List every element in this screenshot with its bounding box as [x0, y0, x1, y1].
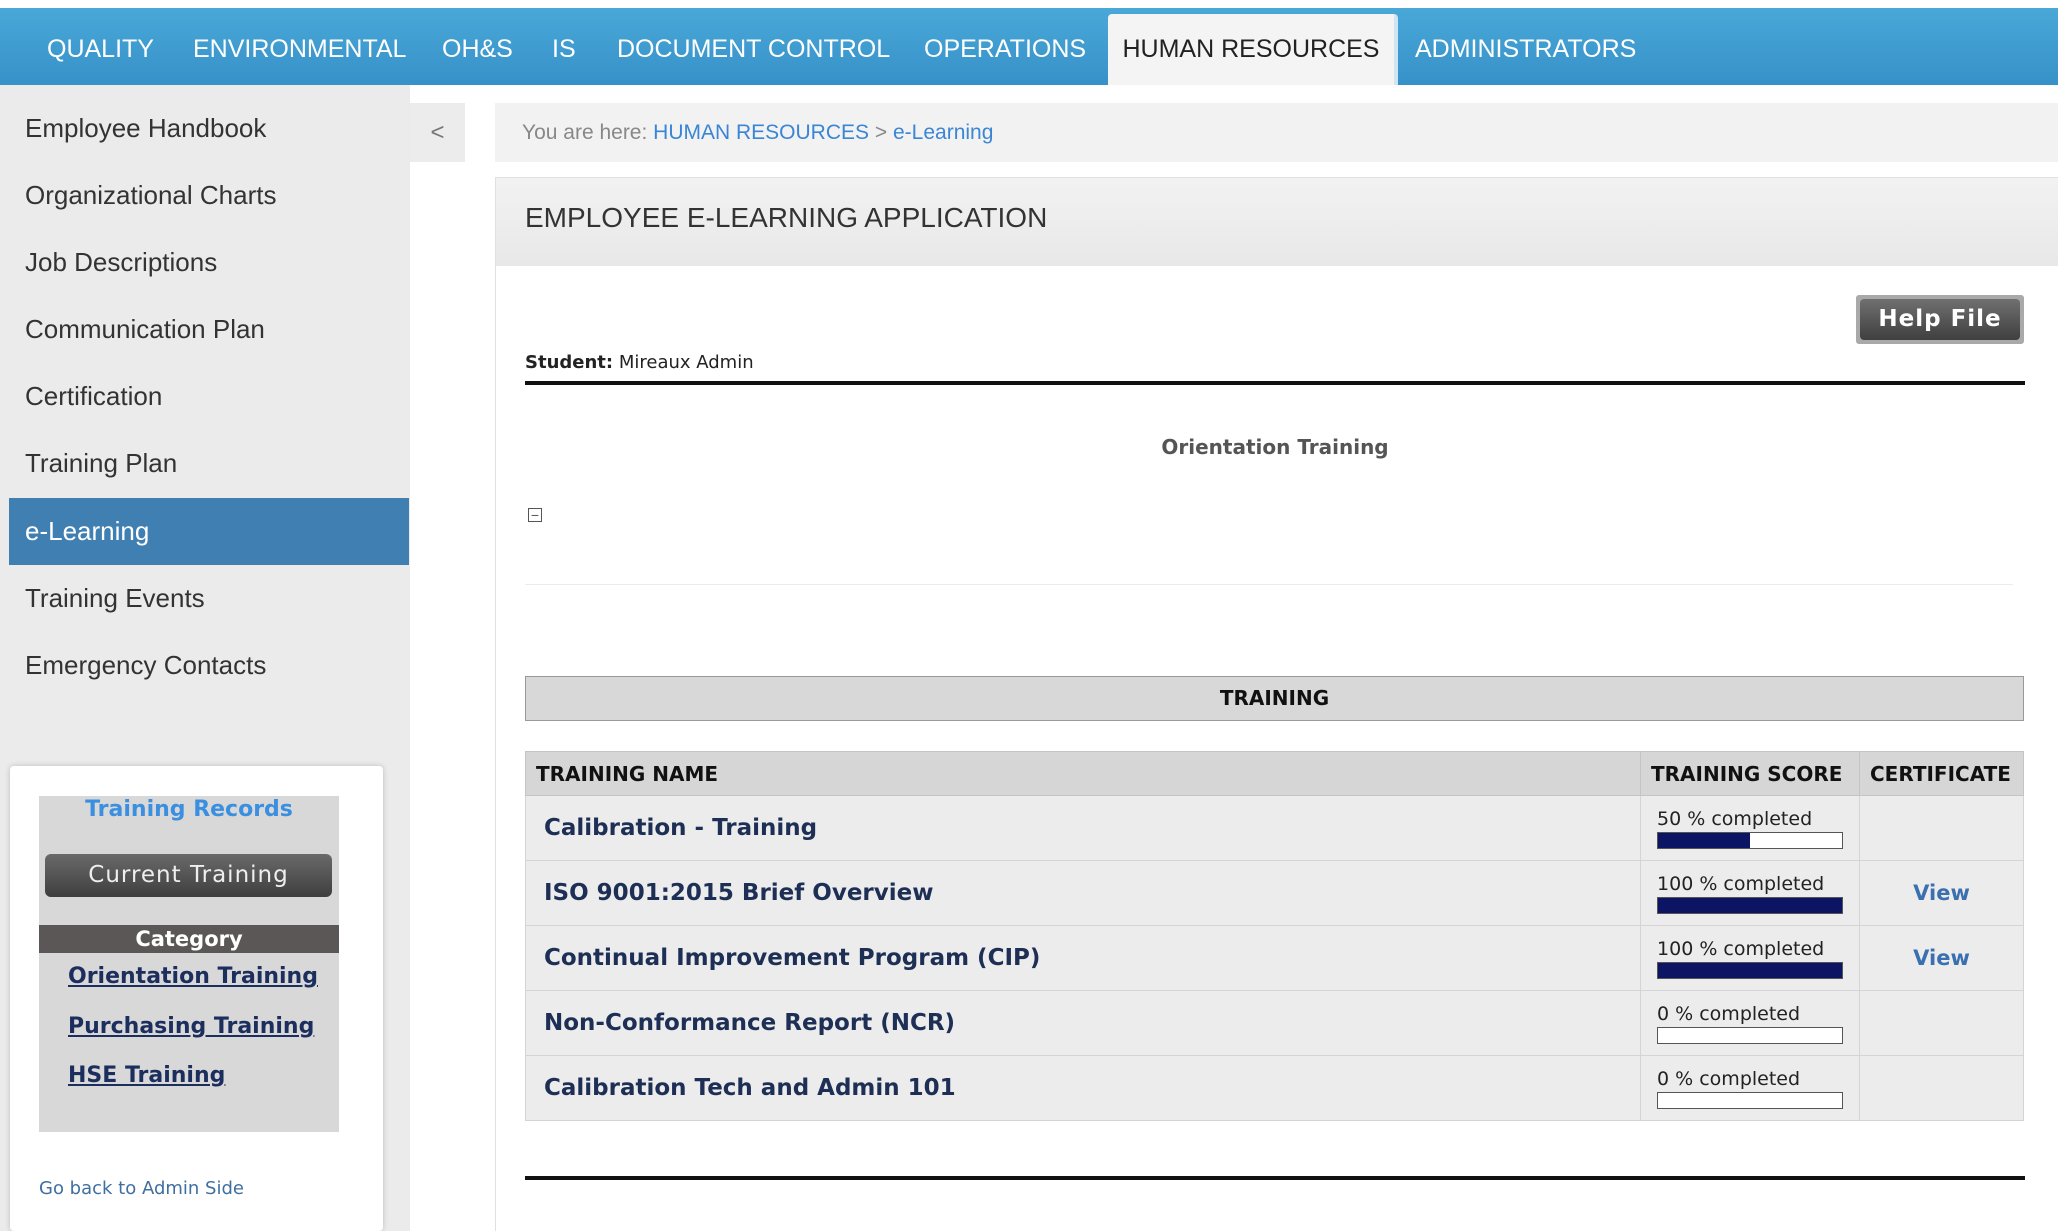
nav-tab-ohs[interactable]: OH&S — [442, 35, 513, 63]
progress-fill — [1658, 833, 1750, 848]
page-title: EMPLOYEE E-LEARNING APPLICATION — [525, 202, 1048, 233]
nav-tab-is[interactable]: IS — [552, 35, 576, 63]
sidebar-item-communication-plan[interactable]: Communication Plan — [25, 314, 265, 344]
training-name[interactable]: ISO 9001:2015 Brief Overview — [526, 861, 1641, 926]
training-score — [1641, 991, 1860, 1056]
breadcrumb-prefix: You are here: — [522, 121, 648, 144]
sidebar-item-e-learning[interactable]: e-Learning — [9, 498, 409, 565]
training-table — [525, 751, 2024, 1121]
admin-side-link[interactable]: Go back to Admin Side — [39, 1178, 244, 1199]
view-certificate-link[interactable]: View — [1913, 881, 1970, 905]
training-score — [1641, 796, 1860, 861]
nav-tab-operations[interactable]: OPERATIONS — [924, 35, 1087, 63]
breadcrumb-page-link[interactable]: e-Learning — [892, 121, 994, 144]
nav-tab-document-control[interactable]: DOCUMENT CONTROL — [617, 35, 891, 63]
student-name: Mireaux Admin — [618, 352, 754, 373]
progress-fill — [1658, 963, 1842, 978]
training-score — [1641, 926, 1860, 991]
divider-bottom — [525, 1176, 2025, 1180]
table-row — [526, 991, 2024, 1056]
nav-tab-human-resources[interactable]: HUMAN RESOURCES — [1108, 14, 1398, 85]
training-name[interactable]: Continual Improvement Program (CIP) — [526, 926, 1641, 991]
sidebar-item-employee-handbook[interactable]: Employee Handbook — [25, 113, 267, 143]
training-score — [1641, 861, 1860, 926]
score-text: 0 % completed — [1657, 1067, 1801, 1090]
sidebar-item-training-events[interactable]: Training Events — [25, 583, 205, 613]
progress-bar — [1657, 897, 1843, 914]
category-header: Category — [39, 925, 339, 953]
collapse-minus-icon[interactable]: − — [528, 508, 542, 522]
sidebar-item-organizational-charts[interactable]: Organizational Charts — [25, 180, 277, 210]
progress-bar — [1657, 832, 1843, 849]
col-training-score: TRAINING SCORE — [1641, 752, 1860, 796]
category-link-orientation[interactable]: Orientation Training — [68, 964, 318, 989]
view-certificate-link[interactable]: View — [1913, 946, 1970, 970]
current-training-button[interactable]: Current Training — [45, 854, 332, 897]
help-file-label[interactable]: Help File — [1860, 299, 2020, 340]
divider-top — [525, 381, 2025, 385]
col-training-name: TRAINING NAME — [526, 752, 1641, 796]
student-info — [525, 352, 754, 373]
help-file-button[interactable] — [1856, 295, 2024, 344]
score-text: 100 % completed — [1657, 872, 1825, 895]
sidebar-collapse-button[interactable]: < — [410, 103, 465, 162]
section-label: Orientation Training — [1161, 435, 1389, 459]
sidebar-item-certification[interactable]: Certification — [25, 381, 163, 411]
top-nav — [0, 8, 2058, 85]
sidebar-item-training-plan[interactable]: Training Plan — [25, 448, 178, 478]
table-header-row — [526, 752, 2024, 796]
sidebar-item-emergency-contacts[interactable]: Emergency Contacts — [25, 650, 267, 680]
training-section-header: TRAINING — [525, 676, 2024, 721]
progress-bar — [1657, 1092, 1843, 1109]
progress-bar — [1657, 1027, 1843, 1044]
training-records-title[interactable]: Training Records — [85, 797, 293, 822]
category-link-hse[interactable]: HSE Training — [68, 1063, 226, 1088]
certificate-cell — [1859, 926, 2023, 991]
progress-bar — [1657, 962, 1843, 979]
table-row — [526, 796, 2024, 861]
breadcrumb-section-link[interactable]: HUMAN RESOURCES — [653, 121, 870, 144]
category-link-purchasing[interactable]: Purchasing Training — [68, 1014, 315, 1039]
certificate-cell — [1859, 991, 2023, 1056]
training-name[interactable]: Non-Conformance Report (NCR) — [526, 991, 1641, 1056]
score-text: 50 % completed — [1657, 807, 1813, 830]
score-text: 0 % completed — [1657, 1002, 1801, 1025]
breadcrumb — [495, 103, 2058, 162]
divider-thin — [525, 584, 2013, 585]
training-score — [1641, 1056, 1860, 1121]
sidebar-item-job-descriptions[interactable]: Job Descriptions — [25, 247, 218, 277]
progress-fill — [1658, 898, 1842, 913]
nav-tab-quality[interactable]: QUALITY — [47, 35, 154, 63]
certificate-cell — [1859, 796, 2023, 861]
certificate-cell — [1859, 1056, 2023, 1121]
nav-tab-environmental[interactable]: ENVIRONMENTAL — [193, 35, 407, 63]
table-row — [526, 861, 2024, 926]
nav-tab-administrators[interactable]: ADMINISTRATORS — [1415, 35, 1637, 63]
student-label: Student: — [525, 352, 614, 373]
training-name[interactable]: Calibration - Training — [526, 796, 1641, 861]
table-row — [526, 926, 2024, 991]
training-name[interactable]: Calibration Tech and Admin 101 — [526, 1056, 1641, 1121]
breadcrumb-separator: > — [874, 121, 888, 144]
table-row — [526, 1056, 2024, 1121]
col-certificate: CERTIFICATE — [1859, 752, 2023, 796]
score-text: 100 % completed — [1657, 937, 1825, 960]
certificate-cell — [1859, 861, 2023, 926]
